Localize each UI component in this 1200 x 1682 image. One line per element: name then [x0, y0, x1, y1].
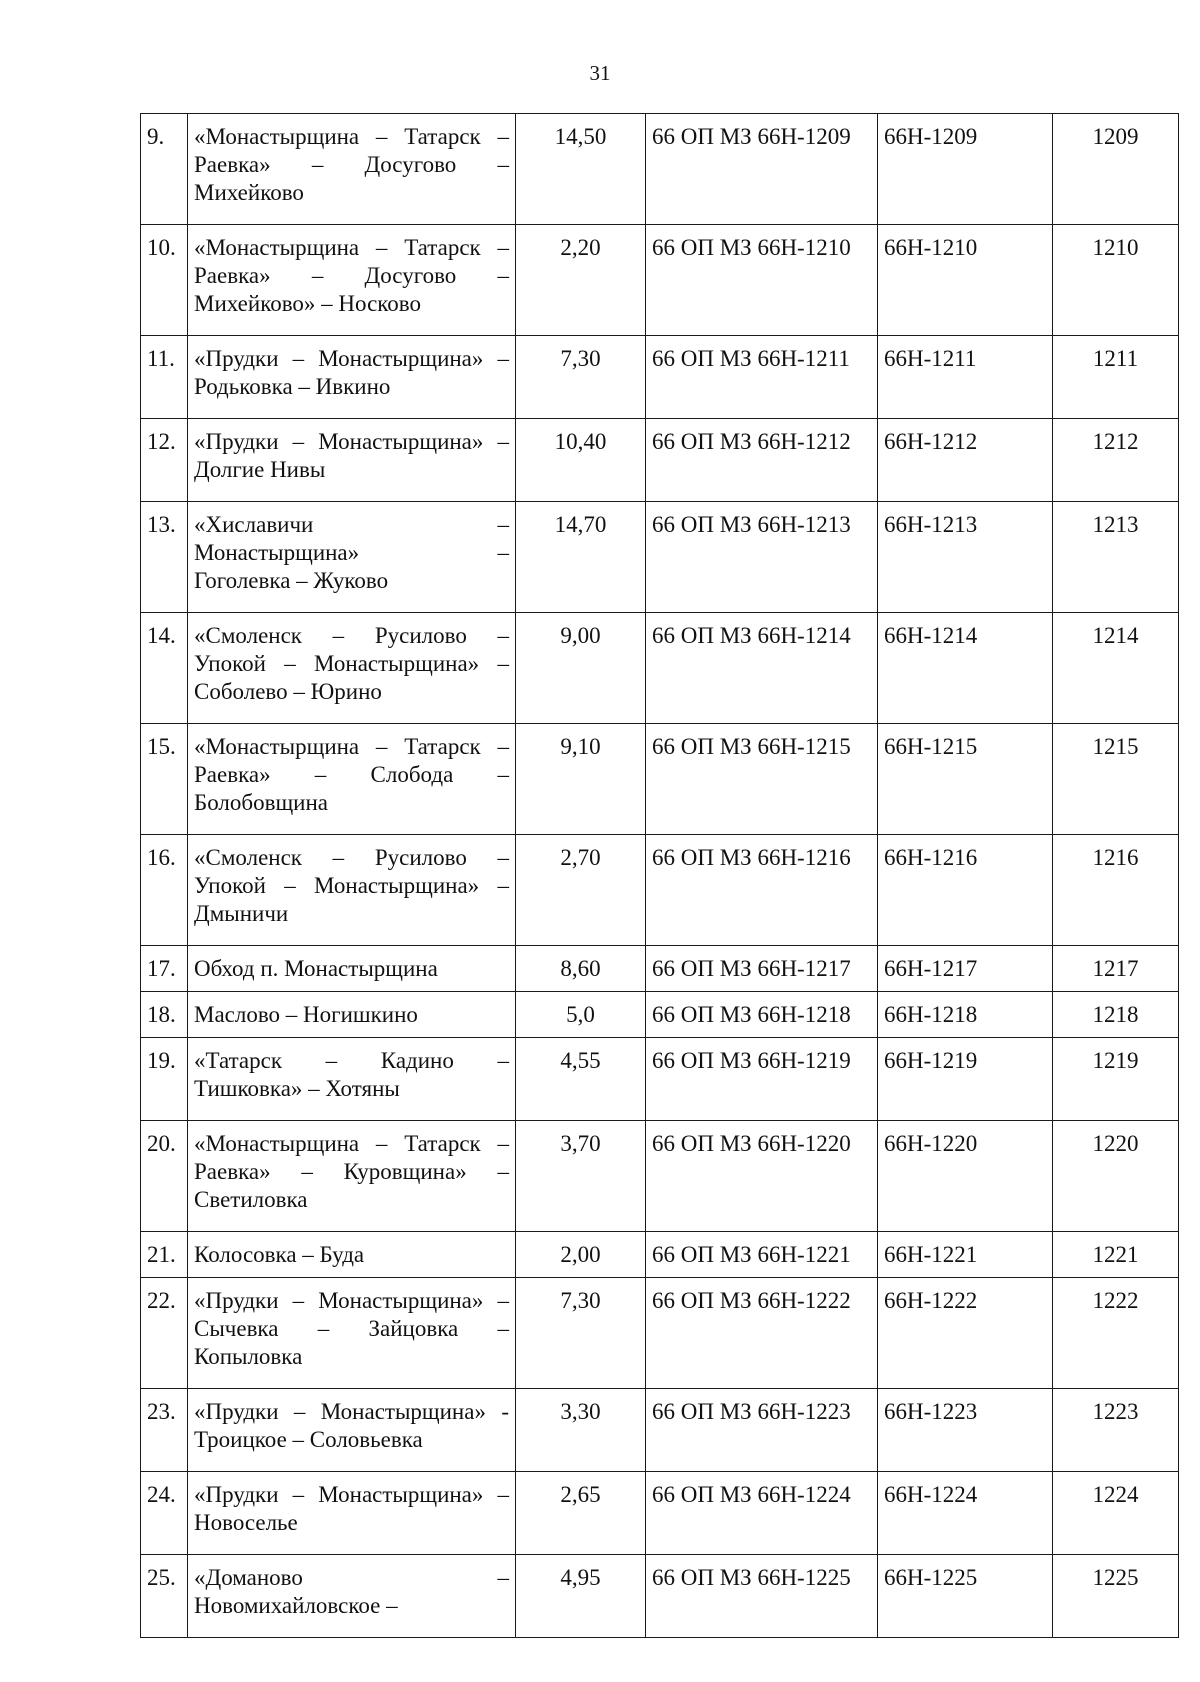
- road-name-line: «Смоленск – Русилово –: [194, 623, 509, 648]
- road-name-line: Михейково» – Носково: [194, 291, 422, 316]
- road-name-line: «Монастырщина – Татарск –: [194, 235, 509, 260]
- row-number-cell: 10.: [141, 225, 188, 336]
- table-row: [141, 1278, 1179, 1389]
- road-short-id-cell: 66Н-1213: [878, 502, 1053, 613]
- road-short-id-cell: 66Н-1214: [878, 613, 1053, 724]
- length-km-cell: 7,30: [516, 336, 646, 419]
- road-short-id-cell: 66Н-1224: [878, 1472, 1053, 1555]
- page-number: 31: [589, 61, 611, 85]
- length-km-cell: 2,20: [516, 225, 646, 336]
- table-row: [141, 1389, 1179, 1472]
- length-km-cell: 2,65: [516, 1472, 646, 1555]
- road-short-id-cell: 66Н-1219: [878, 1038, 1053, 1121]
- road-code-cell: 1215: [1053, 724, 1179, 835]
- roads-table: [140, 113, 1179, 1638]
- row-number-cell: 25.: [141, 1555, 188, 1638]
- length-km-cell: 9,10: [516, 724, 646, 835]
- road-name-line: «Доманово –: [194, 1565, 509, 1590]
- road-name-line: «Монастырщина – Татарск –: [194, 124, 509, 149]
- length-km-cell: 9,00: [516, 613, 646, 724]
- road-short-id-cell: 66Н-1210: [878, 225, 1053, 336]
- road-code-cell: 1211: [1053, 336, 1179, 419]
- road-code-cell: 1224: [1053, 1472, 1179, 1555]
- road-code-cell: 1210: [1053, 225, 1179, 336]
- length-km-cell: 3,70: [516, 1121, 646, 1232]
- road-short-id-cell: 66Н-1212: [878, 419, 1053, 502]
- road-name-line: «Прудки – Монастырщина» –: [194, 429, 509, 454]
- road-code-cell: 1225: [1053, 1555, 1179, 1638]
- road-name-line: Гоголевка – Жуково: [194, 568, 389, 593]
- road-id-cell: 66 ОП МЗ 66Н-1210: [646, 225, 878, 336]
- length-km-cell: 4,55: [516, 1038, 646, 1121]
- road-code-cell: 1214: [1053, 613, 1179, 724]
- road-code-cell: 1223: [1053, 1389, 1179, 1472]
- road-short-id-cell: 66Н-1215: [878, 724, 1053, 835]
- row-number-cell: 11.: [141, 336, 188, 419]
- road-name-line: Упокой – Монастырщина» –: [194, 873, 509, 898]
- road-name-cell: [188, 502, 516, 613]
- road-id-cell: 66 ОП МЗ 66Н-1224: [646, 1472, 878, 1555]
- road-code-cell: 1219: [1053, 1038, 1179, 1121]
- road-name-line: «Прудки – Монастырщина» –: [194, 346, 509, 371]
- road-code-cell: 1216: [1053, 835, 1179, 946]
- row-number-cell: 12.: [141, 419, 188, 502]
- road-name-line: Раевка» – Досугово –: [194, 263, 509, 288]
- road-name-line: «Прудки – Монастырщина» –: [194, 1288, 509, 1313]
- road-name-line: Копыловка: [194, 1344, 303, 1369]
- road-name-cell: [188, 1472, 516, 1555]
- road-code-cell: 1217: [1053, 946, 1179, 992]
- road-name-cell: [188, 336, 516, 419]
- road-name-cell: [188, 1121, 516, 1232]
- road-name-cell: [188, 835, 516, 946]
- road-name-cell: [188, 419, 516, 502]
- table-row: [141, 724, 1179, 835]
- road-name-cell: [188, 1278, 516, 1389]
- road-short-id-cell: 66Н-1209: [878, 114, 1053, 225]
- road-name-line: Болобовщина: [194, 790, 328, 815]
- table-row: [141, 1232, 1179, 1278]
- road-code-cell: 1222: [1053, 1278, 1179, 1389]
- road-name-line: Родьковка – Ивкино: [194, 374, 391, 399]
- row-number-cell: 17.: [141, 946, 188, 992]
- road-id-cell: 66 ОП МЗ 66Н-1221: [646, 1232, 878, 1278]
- road-short-id-cell: 66Н-1222: [878, 1278, 1053, 1389]
- road-code-cell: 1209: [1053, 114, 1179, 225]
- table-row: [141, 946, 1179, 992]
- length-km-cell: 2,70: [516, 835, 646, 946]
- row-number-cell: 24.: [141, 1472, 188, 1555]
- row-number-cell: 16.: [141, 835, 188, 946]
- row-number-cell: 22.: [141, 1278, 188, 1389]
- table-row: [141, 835, 1179, 946]
- table-row: [141, 1555, 1179, 1638]
- road-code-cell: 1213: [1053, 502, 1179, 613]
- road-name-line: Михейково: [194, 180, 304, 205]
- road-name-cell: [188, 1232, 516, 1278]
- table-row: [141, 336, 1179, 419]
- row-number-cell: 23.: [141, 1389, 188, 1472]
- road-name-line: «Смоленск – Русилово –: [194, 845, 509, 870]
- road-short-id-cell: 66Н-1216: [878, 835, 1053, 946]
- road-short-id-cell: 66Н-1217: [878, 946, 1053, 992]
- length-km-cell: 14,50: [516, 114, 646, 225]
- road-name-line: Светиловка: [194, 1187, 308, 1212]
- road-short-id-cell: 66Н-1218: [878, 992, 1053, 1038]
- road-name-line: Новомихайловское –: [194, 1593, 398, 1618]
- road-name-line: «Прудки – Монастырщина» –: [194, 1482, 509, 1507]
- length-km-cell: 5,0: [516, 992, 646, 1038]
- road-name-line: «Хиславичи –: [194, 512, 509, 537]
- road-id-cell: 66 ОП МЗ 66Н-1225: [646, 1555, 878, 1638]
- road-id-cell: 66 ОП МЗ 66Н-1215: [646, 724, 878, 835]
- row-number-cell: 19.: [141, 1038, 188, 1121]
- road-id-cell: 66 ОП МЗ 66Н-1216: [646, 835, 878, 946]
- length-km-cell: 8,60: [516, 946, 646, 992]
- road-name-line: «Монастырщина – Татарск –: [194, 734, 509, 759]
- road-name-cell: [188, 1038, 516, 1121]
- road-name-cell: [188, 225, 516, 336]
- row-number-cell: 18.: [141, 992, 188, 1038]
- road-name-line: «Монастырщина – Татарск –: [194, 1131, 509, 1156]
- road-id-cell: 66 ОП МЗ 66Н-1217: [646, 946, 878, 992]
- length-km-cell: 7,30: [516, 1278, 646, 1389]
- row-number-cell: 14.: [141, 613, 188, 724]
- table-row: [141, 114, 1179, 225]
- road-name-line: Упокой – Монастырщина» –: [194, 651, 509, 676]
- length-km-cell: 4,95: [516, 1555, 646, 1638]
- row-number-cell: 21.: [141, 1232, 188, 1278]
- road-name-line: Обход п. Монастырщина: [194, 956, 438, 981]
- road-code-cell: 1221: [1053, 1232, 1179, 1278]
- table-row: [141, 225, 1179, 336]
- road-name-line: Соболево – Юрино: [194, 679, 382, 704]
- table-row: [141, 1121, 1179, 1232]
- road-name-cell: [188, 613, 516, 724]
- road-name-line: Долгие Нивы: [194, 457, 326, 482]
- row-number-cell: 20.: [141, 1121, 188, 1232]
- road-name-line: Тишковка» – Хотяны: [194, 1076, 400, 1101]
- table-row: [141, 502, 1179, 613]
- road-id-cell: 66 ОП МЗ 66Н-1218: [646, 992, 878, 1038]
- road-id-cell: 66 ОП МЗ 66Н-1220: [646, 1121, 878, 1232]
- table-row: [141, 992, 1179, 1038]
- road-name-line: Дмыничи: [194, 901, 289, 926]
- length-km-cell: 14,70: [516, 502, 646, 613]
- road-id-cell: 66 ОП МЗ 66Н-1209: [646, 114, 878, 225]
- roads-table-body: [141, 114, 1179, 1638]
- road-short-id-cell: 66Н-1221: [878, 1232, 1053, 1278]
- row-number-cell: 13.: [141, 502, 188, 613]
- road-name-line: Колосовка – Буда: [194, 1242, 365, 1267]
- road-name-line: «Прудки – Монастырщина» -: [194, 1399, 509, 1424]
- length-km-cell: 2,00: [516, 1232, 646, 1278]
- road-name-line: Новоселье: [194, 1510, 298, 1535]
- road-name-cell: [188, 992, 516, 1038]
- road-id-cell: 66 ОП МЗ 66Н-1223: [646, 1389, 878, 1472]
- row-number-cell: 15.: [141, 724, 188, 835]
- road-name-cell: [188, 946, 516, 992]
- road-id-cell: 66 ОП МЗ 66Н-1211: [646, 336, 878, 419]
- road-name-cell: [188, 1389, 516, 1472]
- road-short-id-cell: 66Н-1220: [878, 1121, 1053, 1232]
- road-short-id-cell: 66Н-1223: [878, 1389, 1053, 1472]
- road-code-cell: 1220: [1053, 1121, 1179, 1232]
- road-code-cell: 1218: [1053, 992, 1179, 1038]
- road-name-line: Раевка» – Слобода –: [194, 762, 509, 787]
- road-name-line: Маслово – Ногишкино: [194, 1002, 418, 1027]
- road-name-line: Троицкое – Соловьевка: [194, 1427, 423, 1452]
- road-name-line: Монастырщина» –: [194, 540, 509, 565]
- road-name-line: Сычевка – Зайцовка –: [194, 1316, 509, 1341]
- length-km-cell: 3,30: [516, 1389, 646, 1472]
- road-id-cell: 66 ОП МЗ 66Н-1212: [646, 419, 878, 502]
- road-name-line: Раевка» – Куровщина» –: [194, 1159, 509, 1184]
- road-id-cell: 66 ОП МЗ 66Н-1219: [646, 1038, 878, 1121]
- road-short-id-cell: 66Н-1211: [878, 336, 1053, 419]
- road-name-line: Раевка» – Досугово –: [194, 152, 509, 177]
- road-name-cell: [188, 114, 516, 225]
- road-name-cell: [188, 1555, 516, 1638]
- table-row: [141, 1472, 1179, 1555]
- road-short-id-cell: 66Н-1225: [878, 1555, 1053, 1638]
- table-row: [141, 613, 1179, 724]
- table-row: [141, 419, 1179, 502]
- road-id-cell: 66 ОП МЗ 66Н-1214: [646, 613, 878, 724]
- road-name-cell: [188, 724, 516, 835]
- road-id-cell: 66 ОП МЗ 66Н-1213: [646, 502, 878, 613]
- length-km-cell: 10,40: [516, 419, 646, 502]
- road-name-line: «Татарск – Кадино –: [194, 1048, 509, 1073]
- table-row: [141, 1038, 1179, 1121]
- row-number-cell: 9.: [141, 114, 188, 225]
- road-code-cell: 1212: [1053, 419, 1179, 502]
- road-id-cell: 66 ОП МЗ 66Н-1222: [646, 1278, 878, 1389]
